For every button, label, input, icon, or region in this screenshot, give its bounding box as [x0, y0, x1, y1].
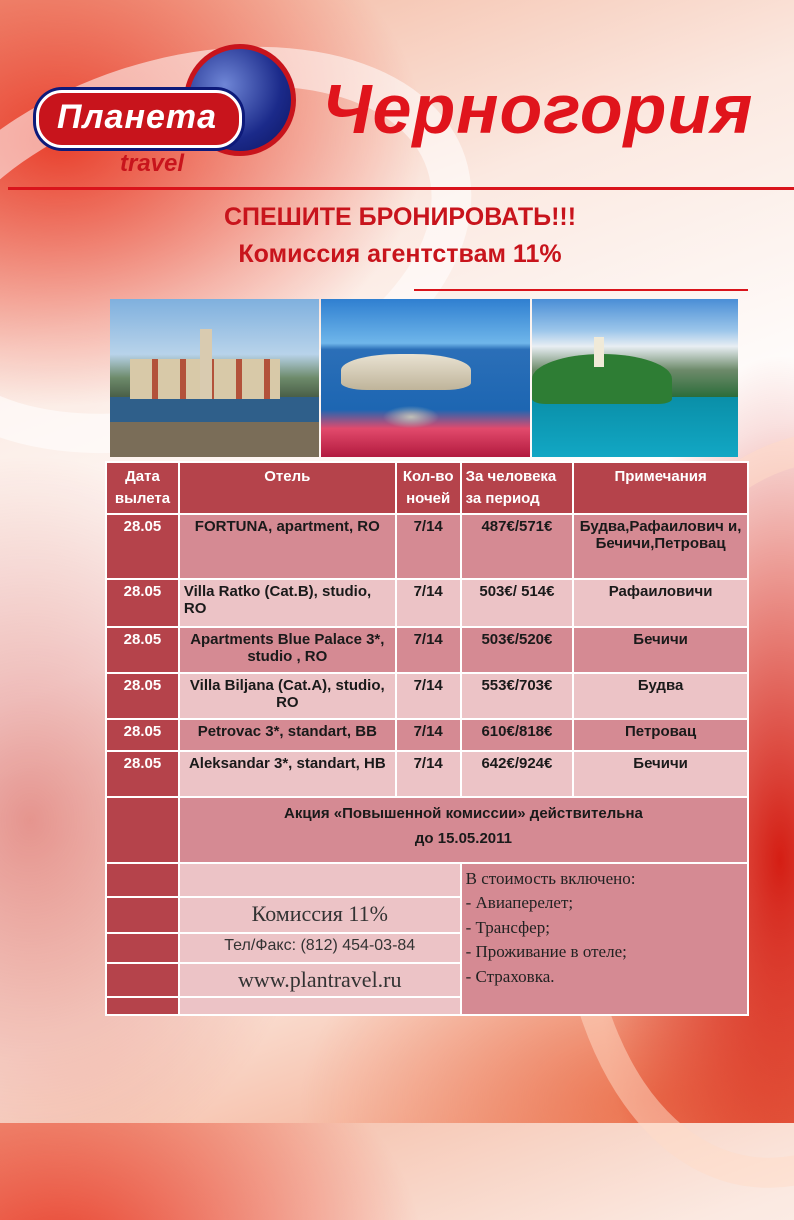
photo-detail [200, 329, 212, 399]
hotel-cell: Apartments Blue Palace 3*, studio , RO [179, 627, 396, 673]
nights-cell: 7/14 [396, 627, 461, 673]
date-cell-empty [106, 797, 179, 863]
price-cell: 503€/ 514€ [461, 579, 574, 627]
headline-commission: Комиссия агентствам 11% [238, 240, 562, 268]
info-cell-empty [179, 863, 461, 897]
nights-cell: 7/14 [396, 673, 461, 719]
logo-name: Планета [56, 98, 218, 136]
photo-perast [110, 299, 319, 457]
website-link[interactable]: www.plantravel.ru [179, 963, 461, 997]
included-title: В стоимость включено: [465, 868, 636, 888]
commission-text: Комиссия 11% [179, 897, 461, 933]
page-title: Черногория [322, 70, 754, 148]
planeta-travel-logo [26, 40, 306, 190]
included-item: - Трансфер; [465, 917, 550, 937]
nights-cell: 7/14 [396, 579, 461, 627]
notes-cell: Петровац [573, 719, 748, 751]
price-cell: 553€/703€ [461, 673, 574, 719]
promo-cell [179, 797, 748, 863]
date-cell-empty [106, 863, 179, 897]
photo-sveti-stefan [321, 299, 530, 457]
header-date: Дата вылета [106, 462, 179, 514]
photo-lake-island [532, 299, 738, 457]
hotel-cell: Petrovac 3*, standart, BB [179, 719, 396, 751]
header-price: За человека за период [461, 462, 574, 514]
included-item: - Страховка. [465, 967, 555, 987]
promo-line-1: Акция «Повышенной комиссии» действительна [284, 804, 643, 822]
price-cell: 642€/924€ [461, 751, 574, 797]
info-cell-empty [179, 997, 461, 1015]
included-item: - Проживание в отеле; [465, 942, 627, 962]
notes-cell: Бечичи [573, 627, 748, 673]
divider [8, 187, 794, 190]
date-cell-empty [106, 963, 179, 997]
date-cell-empty [106, 997, 179, 1015]
info-row [106, 863, 748, 897]
price-table [105, 461, 749, 1016]
nights-cell: 7/14 [396, 514, 461, 579]
date-cell: 28.05 [106, 627, 179, 673]
photo-detail [594, 337, 604, 367]
table-row [106, 751, 748, 797]
headline-book-now: СПЕШИТЕ БРОНИРОВАТЬ!!! [223, 203, 577, 231]
logo-subtitle: travel [120, 150, 185, 177]
header-hotel: Отель [179, 462, 396, 514]
price-cell: 487€/571€ [461, 514, 574, 579]
hotel-cell: Aleksandar 3*, standart, HB [179, 751, 396, 797]
price-cell: 610€/818€ [461, 719, 574, 751]
table-row [106, 719, 748, 751]
hotel-cell: Villa Ratko (Cat.B), studio, RO [179, 579, 396, 627]
date-cell: 28.05 [106, 673, 179, 719]
hotel-cell: FORTUNA, apartment, RO [179, 514, 396, 579]
header-notes: Примечания [573, 462, 748, 514]
nights-cell: 7/14 [396, 751, 461, 797]
notes-cell: Будва,Рафаилович и, Бечичи,Петровац [573, 514, 748, 579]
included-list [461, 863, 748, 1015]
table-row [106, 673, 748, 719]
header-nights: Кол-во ночей [396, 462, 461, 514]
date-cell-empty [106, 933, 179, 963]
date-cell: 28.05 [106, 579, 179, 627]
table-row [106, 514, 748, 579]
notes-cell: Будва [573, 673, 748, 719]
phone-text: Тел/Факс: (812) 454-03-84 [179, 933, 461, 963]
date-cell: 28.05 [106, 751, 179, 797]
date-cell-empty [106, 897, 179, 933]
date-cell: 28.05 [106, 514, 179, 579]
table-header-row [106, 462, 748, 514]
notes-cell: Бечичи [573, 751, 748, 797]
table-row [106, 627, 748, 673]
hotel-cell: Villa Biljana (Cat.A), studio, RO [179, 673, 396, 719]
photo-detail [341, 354, 471, 390]
price-cell: 503€/520€ [461, 627, 574, 673]
notes-cell: Рафаиловичи [573, 579, 748, 627]
included-item: - Авиаперелет; [465, 893, 574, 913]
table-row [106, 579, 748, 627]
promo-line-2: до 15.05.2011 [414, 830, 512, 847]
divider [414, 289, 748, 291]
date-cell: 28.05 [106, 719, 179, 751]
promo-row [106, 797, 748, 863]
nights-cell: 7/14 [396, 719, 461, 751]
